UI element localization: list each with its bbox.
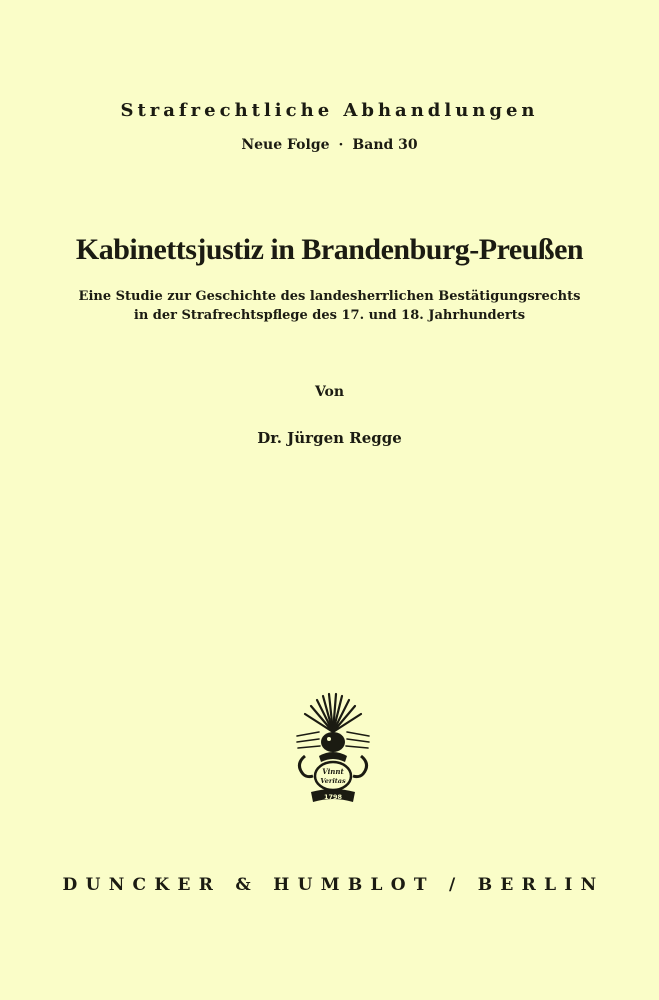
series-band: Band 30 xyxy=(352,137,418,153)
subtitle-line-2: in der Strafrechtspflege des 17. und 18. Jahrhunderts xyxy=(133,308,526,323)
subtitle-line-1: Eine Studie zur Geschichte des landesherrlichen Bestätigungsrechts xyxy=(78,289,581,304)
publisher-line: DUNCKER & HUMBLOT / BERLIN xyxy=(62,875,605,895)
emblem-motto-1: Vinnt xyxy=(322,767,344,776)
series-volume xyxy=(0,137,659,153)
book-title: Kabinettsjustiz in Brandenburg-Preußen xyxy=(75,233,584,266)
emblem-motto-2: Veritas xyxy=(320,777,346,785)
series-folge: Neue Folge xyxy=(241,137,330,153)
emblem-year: 1798 xyxy=(323,793,343,801)
separator-dot: · xyxy=(338,137,344,153)
publisher-emblem-icon xyxy=(289,692,377,804)
series-title: Strafrechtliche Abhandlungen xyxy=(120,100,539,121)
author-name: Dr. Jürgen Regge xyxy=(257,429,402,447)
by-label: Von xyxy=(314,384,345,400)
